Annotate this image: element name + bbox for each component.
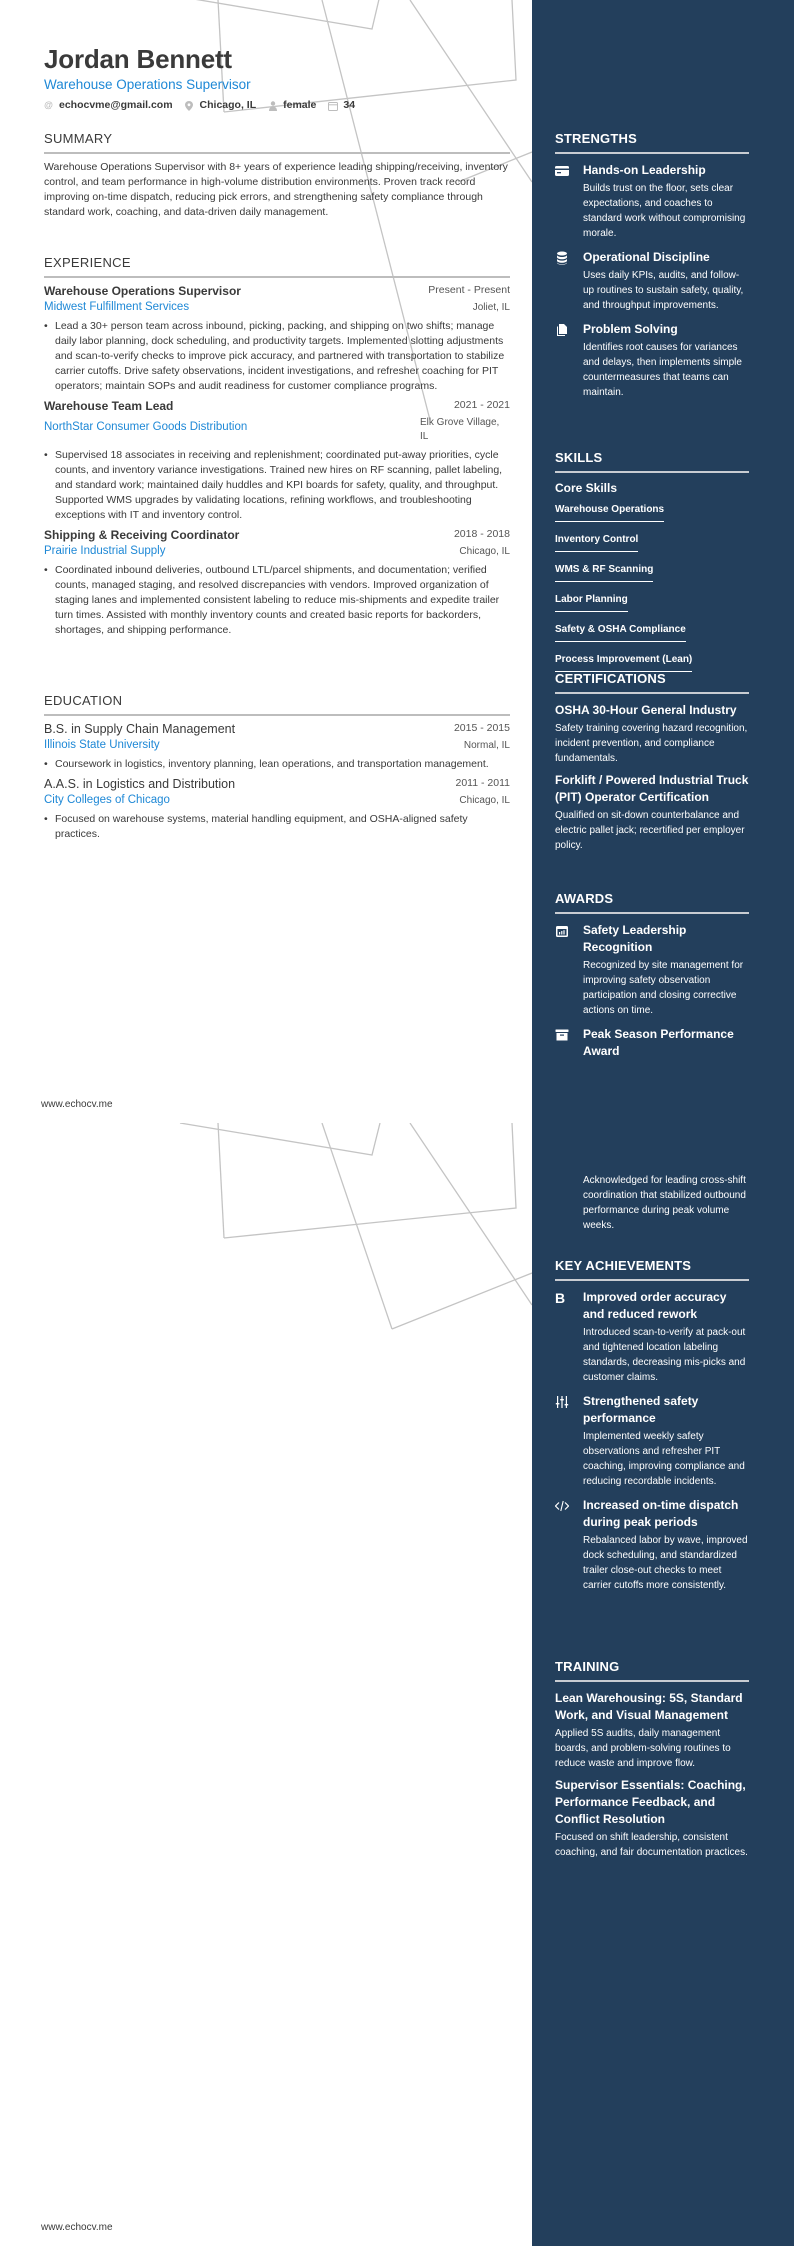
achievement-desc: Introduced scan-to-verify at pack-out and tightened location labeling standards, decreasing mis-picks and customer claims. bbox=[583, 1327, 746, 1383]
contact-age bbox=[328, 99, 355, 111]
degree-dates: 2015 - 2015 bbox=[453, 722, 510, 734]
skills-section bbox=[555, 450, 749, 679]
achievement-item bbox=[555, 1393, 749, 1489]
contact-gender bbox=[268, 99, 316, 111]
education-heading: EDUCATION bbox=[44, 693, 510, 716]
job-bullet: • Supervised 18 associates in receiving and replenishment; coordinated put-away priorities, cycle counts, and inventory variance investigations. Trained new hires on RF scanning, pallet labeling, and standard work; maintained daily huddles and KPI boards for safety, quality, and throughput. Supported WMS upgrades by validating locations, refining workflows, and troubleshooting exceptions with IT and inventory control. bbox=[44, 448, 510, 523]
strength-desc: Identifies root causes for variances and delays, then implements simple countermeasures that teams can maintain. bbox=[583, 342, 742, 398]
documents-icon bbox=[555, 321, 583, 400]
database-icon bbox=[555, 249, 583, 313]
school-location: Normal, IL bbox=[463, 740, 510, 751]
strength-item bbox=[555, 321, 749, 400]
at-icon: @ bbox=[44, 99, 53, 110]
company-name: NorthStar Consumer Goods Distribution bbox=[44, 421, 248, 433]
job-dates: Present - Present bbox=[428, 284, 510, 296]
job-bullet: • Lead a 30+ person team across inbound, picking, packing, and shipping on two shifts; manage daily labor planning, dock scheduling, and productivity targets. Implemented slotting adjustments and scan-to-verify checks to improve pick accuracy, and partnered with transportation to stabilize carrier cutoffs. Drive safety observations, incident investigations, and refresher coaching for PIT operators; maintain SOPs and audit readiness for customer compliance programs. bbox=[44, 319, 510, 394]
awards-heading: AWARDS bbox=[555, 891, 749, 914]
achievement-title: Strengthened safety performance bbox=[583, 1394, 699, 1425]
award-title: Peak Season Performance Award bbox=[583, 1027, 734, 1058]
degree-title: B.S. in Supply Chain Management bbox=[44, 722, 236, 736]
strength-item bbox=[555, 249, 749, 313]
job-dates: 2021 - 2021 bbox=[453, 399, 510, 411]
location-pin-icon bbox=[185, 101, 194, 110]
sliders-icon bbox=[555, 1393, 583, 1489]
age-text: 34 bbox=[343, 99, 356, 111]
training-title: Supervisor Essentials: Coaching, Performance Feedback, and Conflict Resolution bbox=[555, 1778, 746, 1826]
degree-title: A.A.S. in Logistics and Distribution bbox=[44, 777, 236, 791]
skill-tag: Inventory Control bbox=[555, 534, 638, 552]
experience-entry bbox=[44, 284, 510, 394]
education-entry bbox=[44, 722, 510, 772]
training-section bbox=[555, 1659, 749, 1866]
school-name: City Colleges of Chicago bbox=[44, 794, 170, 806]
education-bullet: • Focused on warehouse systems, material handling equipment, and OSHA-aligned safety practices. bbox=[44, 812, 510, 842]
skill-tag: Safety & OSHA Compliance bbox=[555, 624, 686, 642]
achievement-title: Improved order accuracy and reduced rework bbox=[583, 1290, 727, 1321]
candidate-name: Jordan Bennett bbox=[44, 44, 232, 74]
footer-link[interactable]: www.echocv.me bbox=[41, 2222, 113, 2233]
resume-page-2 bbox=[0, 1123, 794, 2246]
job-dates: 2018 - 2018 bbox=[453, 528, 510, 540]
archive-box-icon bbox=[555, 1026, 583, 1060]
cert-desc: Safety training covering hazard recognition, incident prevention, and compliance fundamentals. bbox=[555, 723, 748, 764]
cert-title: Forklift / Powered Industrial Truck (PIT) Operator Certification bbox=[555, 773, 749, 804]
skill-tag: Labor Planning bbox=[555, 594, 628, 612]
award-item bbox=[555, 922, 749, 1018]
contact-email[interactable] bbox=[44, 99, 173, 111]
achievement-desc: Rebalanced labor by wave, improved dock scheduling, and standardized trailer close-out checks to meet carrier cutoffs more consistently. bbox=[583, 1535, 748, 1591]
achievement-item bbox=[555, 1497, 749, 1593]
code-icon bbox=[555, 1497, 583, 1593]
skill-group-label: Core Skills bbox=[555, 481, 618, 495]
experience-section bbox=[44, 255, 510, 643]
decorative-lines bbox=[0, 1123, 532, 1543]
key-achievements-section bbox=[555, 1258, 749, 1601]
job-location: Elk Grove Village, IL bbox=[420, 417, 500, 442]
calendar-chart-icon bbox=[555, 922, 583, 1018]
strength-title: Operational Discipline bbox=[583, 250, 710, 264]
candidate-role: Warehouse Operations Supervisor bbox=[44, 77, 251, 92]
id-card-icon bbox=[555, 162, 583, 241]
company-name: Prairie Industrial Supply bbox=[44, 545, 166, 557]
experience-heading: EXPERIENCE bbox=[44, 255, 510, 278]
certifications-section bbox=[555, 671, 749, 859]
cert-desc: Qualified on sit-down counterbalance and electric pallet jack; recertified per employer policy. bbox=[555, 810, 745, 851]
skill-tag: WMS & RF Scanning bbox=[555, 564, 653, 582]
degree-dates: 2011 - 2011 bbox=[455, 777, 510, 789]
contact-location bbox=[185, 99, 257, 111]
education-entry bbox=[44, 777, 510, 842]
training-desc: Applied 5S audits, daily management boards, and problem-solving routines to reduce waste and improve flow. bbox=[555, 1728, 731, 1769]
strength-item bbox=[555, 162, 749, 241]
strength-desc: Uses daily KPIs, audits, and follow-up routines to sustain safety, quality, and throughput improvements. bbox=[583, 270, 744, 311]
award-item bbox=[555, 1026, 749, 1060]
strength-desc: Builds trust on the floor, sets clear expectations, and coaches to standard work without compromising morale. bbox=[583, 183, 746, 239]
award-title: Safety Leadership Recognition bbox=[583, 923, 687, 954]
job-location: Joliet, IL bbox=[472, 302, 510, 313]
cert-title: OSHA 30-Hour General Industry bbox=[555, 703, 737, 717]
education-section bbox=[44, 693, 510, 847]
experience-entry bbox=[44, 399, 510, 523]
calendar-icon bbox=[328, 101, 337, 110]
achievement-item bbox=[555, 1289, 749, 1385]
awards-section bbox=[555, 891, 749, 1068]
skill-tag: Warehouse Operations bbox=[555, 504, 664, 522]
job-location: Chicago, IL bbox=[459, 546, 510, 557]
school-name: Illinois State University bbox=[44, 739, 160, 751]
job-title: Warehouse Team Lead bbox=[44, 399, 174, 413]
achievement-title: Increased on-time dispatch during peak periods bbox=[583, 1498, 739, 1529]
contact-row bbox=[44, 99, 367, 111]
skill-tag: Process Improvement (Lean) bbox=[555, 654, 692, 672]
summary-heading: SUMMARY bbox=[44, 131, 510, 154]
email-text: echocvme@gmail.com bbox=[59, 99, 173, 111]
skills-heading: SKILLS bbox=[555, 450, 749, 473]
company-name: Midwest Fulfillment Services bbox=[44, 301, 190, 313]
summary-text: Warehouse Operations Supervisor with 8+ years of experience leading shipping/receiving, inventory control, and team performance in high-volume distribution environments. Proven track record improving on-time dispatch, reducing pick errors, and strengthening safety compliance through standard work, coaching, and data-driven daily management. bbox=[44, 161, 508, 218]
footer-link[interactable]: www.echocv.me bbox=[41, 1099, 113, 1110]
school-location: Chicago, IL bbox=[459, 795, 510, 806]
award-desc-continued: Acknowledged for leading cross-shift coordination that stabilized outbound performance during peak volume weeks. bbox=[583, 1175, 746, 1231]
award-desc: Recognized by site management for improving safety observation participation and closing corrective actions on time. bbox=[583, 960, 744, 1016]
job-title: Warehouse Operations Supervisor bbox=[44, 284, 241, 298]
job-title: Shipping & Receiving Coordinator bbox=[44, 528, 240, 542]
training-desc: Focused on shift leadership, consistent coaching, and fair documentation practices. bbox=[555, 1832, 748, 1858]
bold-b-icon: B bbox=[555, 1290, 566, 1306]
strengths-heading: STRENGTHS bbox=[555, 131, 749, 154]
strength-title: Problem Solving bbox=[583, 322, 678, 336]
summary-section bbox=[44, 131, 510, 220]
certifications-heading: CERTIFICATIONS bbox=[555, 671, 749, 694]
education-bullet: • Coursework in logistics, inventory planning, lean operations, and transportation management. bbox=[44, 757, 510, 772]
experience-entry bbox=[44, 528, 510, 638]
strengths-section bbox=[555, 131, 749, 408]
strength-title: Hands-on Leadership bbox=[583, 163, 706, 177]
training-title: Lean Warehousing: 5S, Standard Work, and Visual Management bbox=[555, 1691, 743, 1722]
achievement-desc: Implemented weekly safety observations and refresher PIT coaching, improving compliance and reducing recordable incidents. bbox=[583, 1431, 745, 1487]
location-text: Chicago, IL bbox=[199, 99, 257, 111]
gender-text: female bbox=[283, 99, 317, 111]
person-icon bbox=[268, 101, 277, 110]
job-bullet: • Coordinated inbound deliveries, outbound LTL/parcel shipments, and documentation; verified counts, managed staging, and resolved discrepancies with vendors. Improved organization of staging lanes and implemented consistent labeling to reduce mis-shipments and expedite trailer turn times. Assisted with monthly inventory counts and created basic reports for backorders, shortages, and shipping performance. bbox=[44, 563, 510, 638]
training-heading: TRAINING bbox=[555, 1659, 749, 1682]
key-achievements-heading: KEY ACHIEVEMENTS bbox=[555, 1258, 749, 1281]
